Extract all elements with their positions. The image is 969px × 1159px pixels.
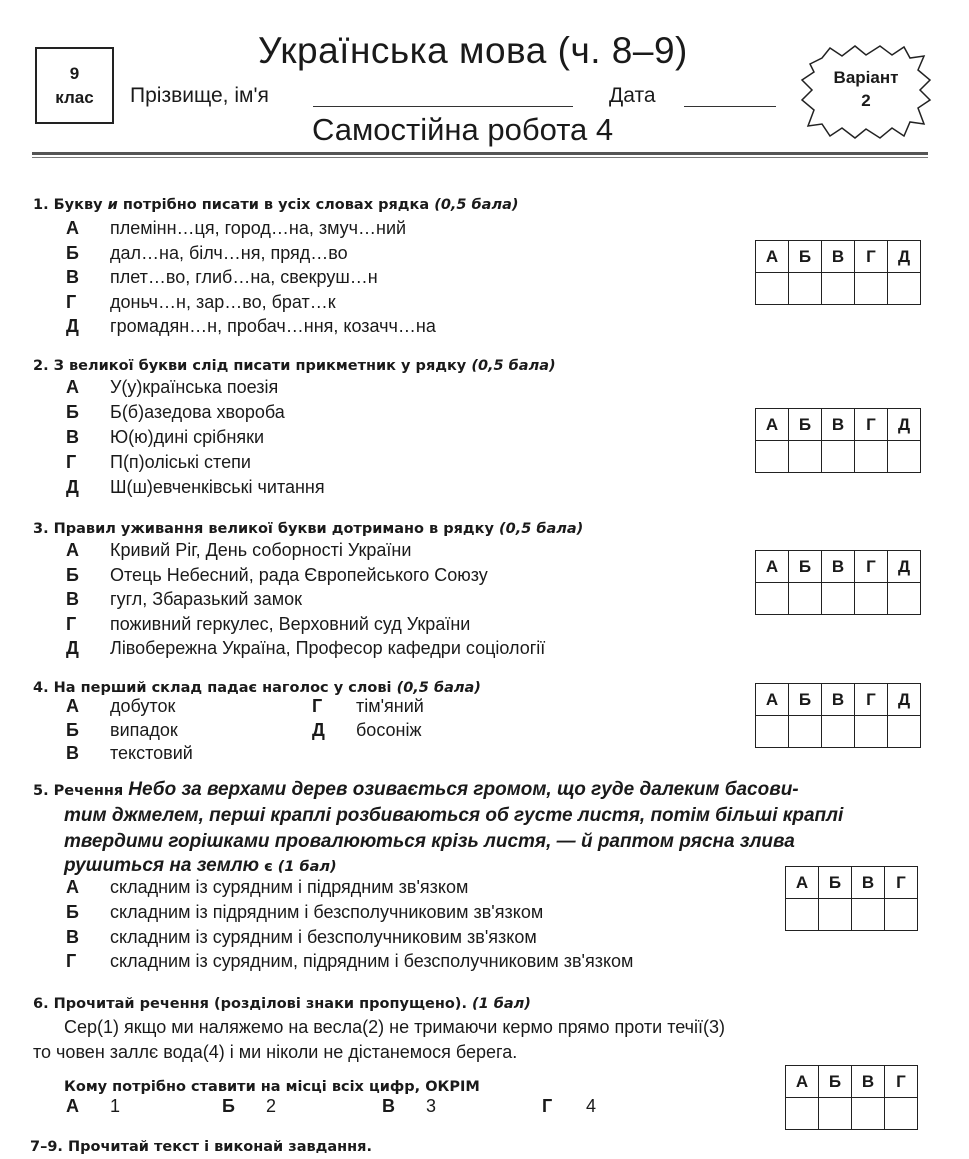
answer-grid-q1[interactable]: А Б В Г Д (755, 240, 921, 305)
answer-cell[interactable] (888, 583, 921, 615)
option-b[interactable]: Б дал…на, білч…ня, пряд…во (66, 243, 348, 263)
option-d[interactable]: Г 4 (542, 1096, 597, 1116)
option-e[interactable]: Д громадян…н, пробач…ння, козачч…на (66, 316, 436, 336)
question-4: 4. На перший склад падає наголос у слові (0,5 бала) (33, 680, 481, 696)
question-6-sentence: то човен заллє вода(4) і ми ніколи не дістанемося берега. (33, 1042, 518, 1062)
answer-cell[interactable] (789, 441, 822, 473)
answer-cell[interactable] (855, 583, 888, 615)
question-6-prompt: Кому потрібно ставити на місці всіх цифр, ОКРІМ (64, 1079, 480, 1095)
question-5-line: рушиться на землю є (1 бал) (64, 855, 337, 876)
option-e[interactable]: Д босоніж (312, 720, 422, 740)
answer-cell[interactable] (888, 716, 921, 748)
answer-cell[interactable] (885, 899, 918, 931)
option-c[interactable]: В плет…во, глиб…на, свекруш…н (66, 267, 378, 287)
question-points: (0,5 бала) (434, 197, 519, 213)
question-2: 2. З великої букви слід писати прикметник у рядку (0,5 бала) (33, 358, 556, 374)
option-d[interactable]: Г тім'яний (312, 696, 424, 716)
answer-cell[interactable] (852, 899, 885, 931)
question-5-line: твердими горішками провалюються крізь листя, — й раптом рясна злива (64, 831, 795, 852)
answer-grid-q3[interactable]: А Б В Г Д (755, 550, 921, 615)
option-b[interactable]: Б складним із підрядним і безсполучниковим зв'язком (66, 902, 544, 922)
name-field[interactable] (313, 106, 573, 107)
variant-number: 2 (861, 91, 871, 110)
answer-cell[interactable] (822, 583, 855, 615)
option-b[interactable]: Б випадок (66, 720, 178, 740)
question-5: 5. Речення Небо за верхами дерев озивається громом, що гуде далеким басови- (33, 779, 799, 800)
answer-cell[interactable] (822, 273, 855, 305)
grade-box (35, 47, 114, 124)
option-d[interactable]: Г складним із сурядним, підрядним і безсполучниковим зв'язком (66, 951, 634, 971)
option-a[interactable]: А 1 (66, 1096, 121, 1116)
option-c[interactable]: В 3 (382, 1096, 437, 1116)
answer-cell[interactable] (789, 716, 822, 748)
answer-cell[interactable] (855, 441, 888, 473)
answer-cell[interactable] (789, 273, 822, 305)
option-d[interactable]: Г поживний геркулес, Верховний суд України (66, 614, 471, 634)
option-a[interactable]: А складним із сурядним і підрядним зв'язком (66, 877, 469, 897)
question-5-line: тим джмелем, перші краплі розбиваються об густе листя, потім більші краплі (64, 805, 844, 826)
answer-cell[interactable] (855, 716, 888, 748)
question-6-sentence: Сер(1) якщо ми наляжемо на весла(2) не тримаючи кермо прямо проти течії(3) (64, 1017, 726, 1037)
page-title: Українська мова (ч. 8–9) (258, 30, 688, 71)
answer-cell[interactable] (885, 1098, 918, 1130)
option-a[interactable]: А Кривий Ріг, День соборності України (66, 540, 412, 560)
variant-label: Варіант (833, 68, 899, 87)
option-a[interactable]: А добуток (66, 696, 176, 716)
answer-cell[interactable] (756, 441, 789, 473)
option-b[interactable]: Б Отець Небесний, рада Європейського Союзу (66, 565, 488, 585)
answer-cell[interactable] (789, 583, 822, 615)
answer-cell[interactable] (786, 899, 819, 931)
answer-cell[interactable] (819, 899, 852, 931)
answer-cell[interactable] (819, 1098, 852, 1130)
date-label: Дата (609, 84, 656, 107)
option-e[interactable]: Д Лівобережна Україна, Професор кафедри соціології (66, 638, 546, 658)
option-e[interactable]: Д Ш(ш)евченківські читання (66, 477, 325, 497)
question-7-9: 7–9. Прочитай текст і виконай завдання. (30, 1139, 373, 1155)
option-d[interactable]: Г доньч…н, зар…во, брат…к (66, 292, 336, 312)
answer-cell[interactable] (756, 716, 789, 748)
option-d[interactable]: Г П(п)оліські степи (66, 452, 251, 472)
grade-number: 9 (69, 64, 80, 83)
answer-cell[interactable] (822, 716, 855, 748)
header-divider (32, 152, 928, 155)
header-divider-thin (32, 157, 928, 158)
answer-cell[interactable] (852, 1098, 885, 1130)
option-c[interactable]: В текстовий (66, 743, 193, 763)
question-number: 1. (33, 197, 49, 213)
question-1: 1. Букву и потрібно писати в усіх словах рядка (0,5 бала) (33, 197, 519, 213)
answer-cell[interactable] (888, 441, 921, 473)
page-subtitle: Самостійна робота 4 (312, 112, 614, 147)
answer-grid-q6[interactable]: А Б В Г (785, 1065, 918, 1130)
option-b[interactable]: Б 2 (222, 1096, 277, 1116)
answer-grid-q4[interactable]: А Б В Г Д (755, 683, 921, 748)
answer-cell[interactable] (855, 273, 888, 305)
option-c[interactable]: В гугл, Збаразький замок (66, 589, 302, 609)
variant-badge (800, 66, 932, 112)
option-b[interactable]: Б Б(б)азедова хвороба (66, 402, 285, 422)
answer-cell[interactable] (756, 273, 789, 305)
date-field[interactable] (684, 106, 776, 107)
answer-cell[interactable] (888, 273, 921, 305)
question-6: 6. Прочитай речення (розділові знаки пропущено). (1 бал) (33, 996, 531, 1012)
option-a[interactable]: А племінн…ця, город…на, змуч…ний (66, 218, 407, 238)
option-c[interactable]: В Ю(ю)дині срібняки (66, 427, 265, 447)
grade-label: клас (55, 88, 94, 107)
answer-grid-q5[interactable]: А Б В Г (785, 866, 918, 931)
answer-cell[interactable] (756, 583, 789, 615)
option-c[interactable]: В складним із сурядним і безсполучниковим зв'язком (66, 927, 537, 947)
question-3: 3. Правил уживання великої букви дотримано в рядку (0,5 бала) (33, 521, 584, 537)
answer-cell[interactable] (786, 1098, 819, 1130)
answer-grid-q2[interactable]: А Б В Г Д (755, 408, 921, 473)
answer-cell[interactable] (822, 441, 855, 473)
option-a[interactable]: А У(у)країнська поезія (66, 377, 279, 397)
name-label: Прізвище, ім'я (130, 84, 269, 107)
